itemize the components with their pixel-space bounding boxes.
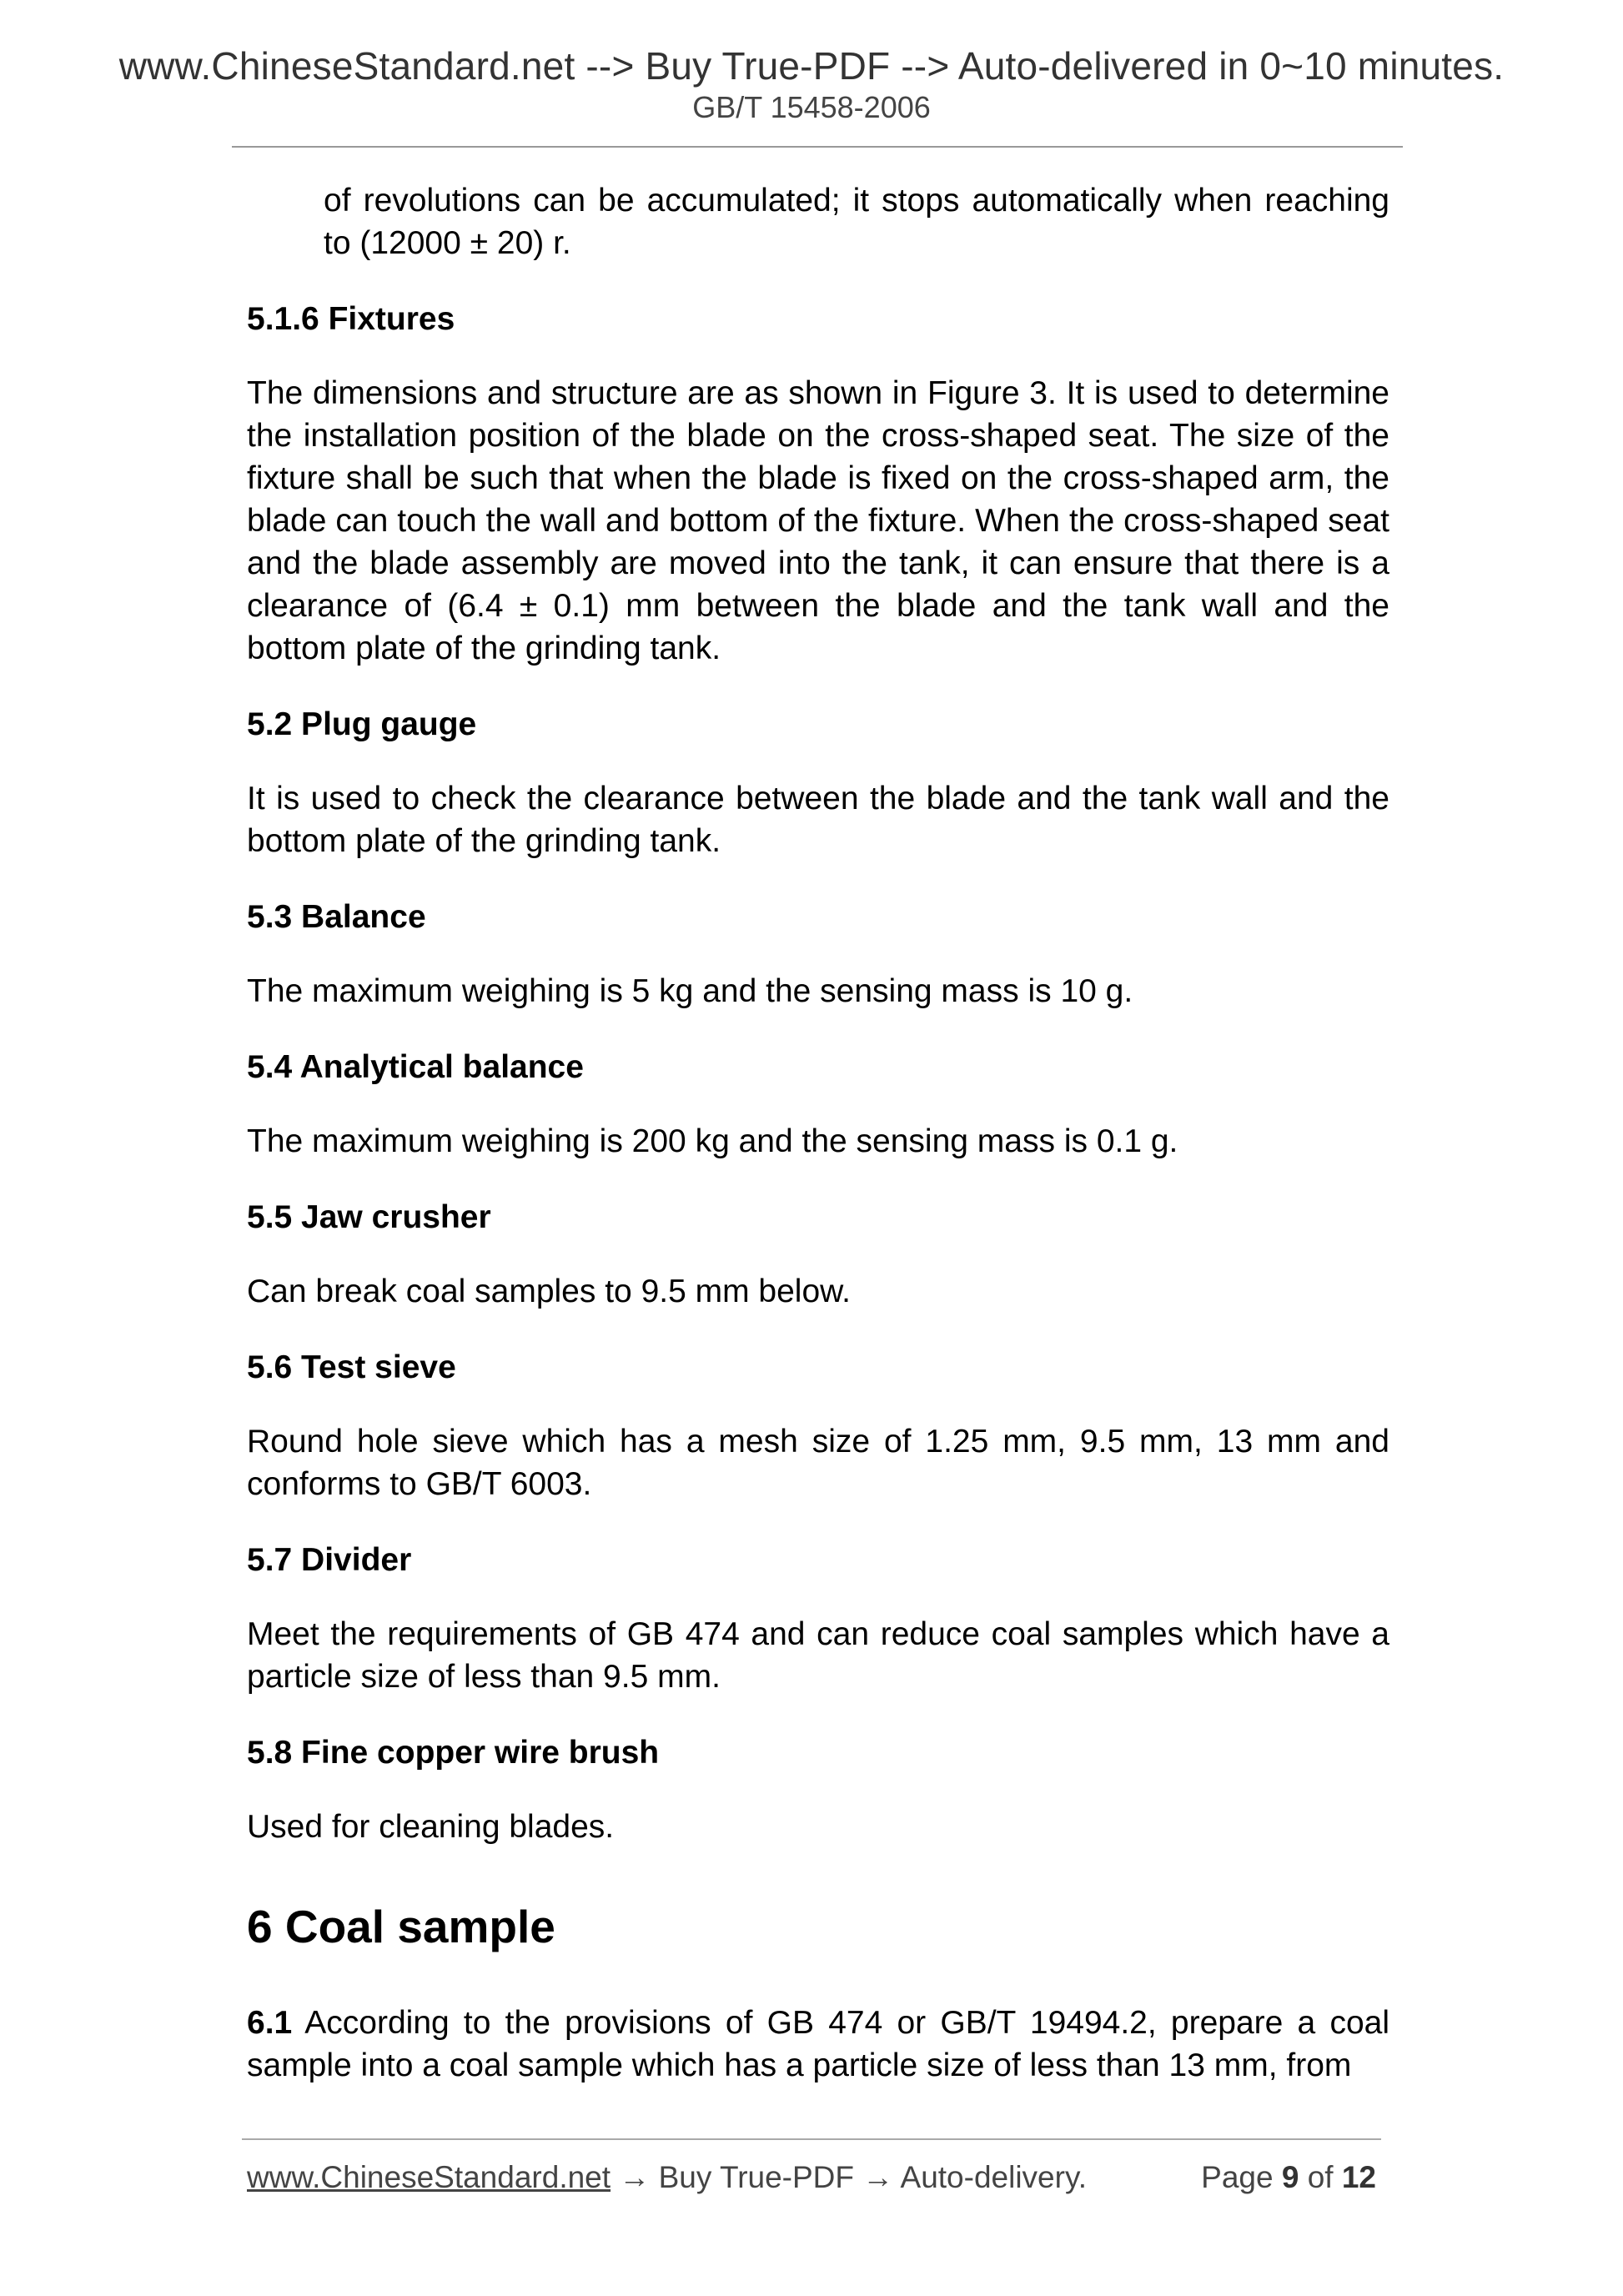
footer-divider — [242, 2138, 1381, 2140]
page-current: 9 — [1281, 2160, 1299, 2194]
section-5-7-heading: 5.7 Divider — [247, 1542, 412, 1578]
section-5-3-heading: 5.3 Balance — [247, 899, 426, 935]
section-5-5-heading: 5.5 Jaw crusher — [247, 1199, 491, 1235]
section-5-6-text: Round hole sieve which has a mesh size of 1.25 mm, 9.5 mm, 13 mm and conforms to GB/T 6003. — [247, 1424, 1389, 1502]
section-6-1-body: According to the provisions of GB 474 or GB/T 19494.2, prepare a coal sample into a coal sample which has a particle size of less than 13 mm, from — [247, 2005, 1389, 2083]
footer-promo — [247, 2160, 1087, 2195]
section-6-1-number: 6.1 — [247, 2005, 293, 2041]
standard-code: GB/T 15458-2006 — [692, 90, 931, 124]
continuation-text: of revolutions can be accumulated; it stops automatically when reaching to (12000 ± 20) r. — [324, 183, 1389, 261]
page-label: Page — [1201, 2160, 1274, 2194]
section-5-1-6-text: The dimensions and structure are as shown in Figure 3. It is used to determine the installation position of the blade on the cross-shaped seat. The size of the fixture shall be such that when the blade is fixed on the cross-shaped arm, the blade can touch the wall and bottom of the fixture. When the cross-shaped seat and the blade assembly are moved into the tank, it can ensure that there is a clearance of (6.4 ± 0.1) mm between the blade and the tank wall and the bottom plate of the grinding tank. — [247, 375, 1389, 666]
section-5-1-6-heading: 5.1.6 Fixtures — [247, 301, 455, 337]
page-total: 12 — [1341, 2160, 1376, 2194]
section-5-5-text: Can break coal samples to 9.5 mm below. — [247, 1274, 852, 1309]
section-5-2-heading: 5.2 Plug gauge — [247, 706, 477, 742]
section-5-4-text: The maximum weighing is 200 kg and the sensing mass is 0.1 g. — [247, 1123, 1178, 1159]
section-5-3-text: The maximum weighing is 5 kg and the sensing mass is 10 g. — [247, 973, 1133, 1009]
page-of: of — [1307, 2160, 1334, 2194]
footer-tagline: → Buy True-PDF → Auto-delivery. — [611, 2160, 1087, 2194]
page-indicator — [1201, 2160, 1376, 2195]
document-body — [247, 179, 1389, 2087]
section-5-6-heading: 5.6 Test sieve — [247, 1349, 456, 1385]
section-6-1-text — [247, 2002, 1389, 2087]
section-5-7-text: Meet the requirements of GB 474 and can reduce coal samples which have a particle size of less than 9.5 mm. — [247, 1616, 1389, 1695]
section-6-heading: 6 Coal sample — [247, 1901, 555, 1952]
header-banner: www.ChineseStandard.net --> Buy True-PDF --> Auto-delivered in 0~10 minutes. — [118, 44, 1505, 88]
header-divider — [232, 146, 1403, 148]
footer-site-link[interactable]: www.ChineseStandard.net — [247, 2160, 611, 2194]
section-5-2-text: It is used to check the clearance between the blade and the tank wall and the bottom plate of the grinding tank. — [247, 781, 1389, 859]
section-5-8-heading: 5.8 Fine copper wire brush — [247, 1735, 660, 1771]
section-5-8-text: Used for cleaning blades. — [247, 1809, 615, 1845]
section-5-4-heading: 5.4 Analytical balance — [247, 1049, 584, 1085]
